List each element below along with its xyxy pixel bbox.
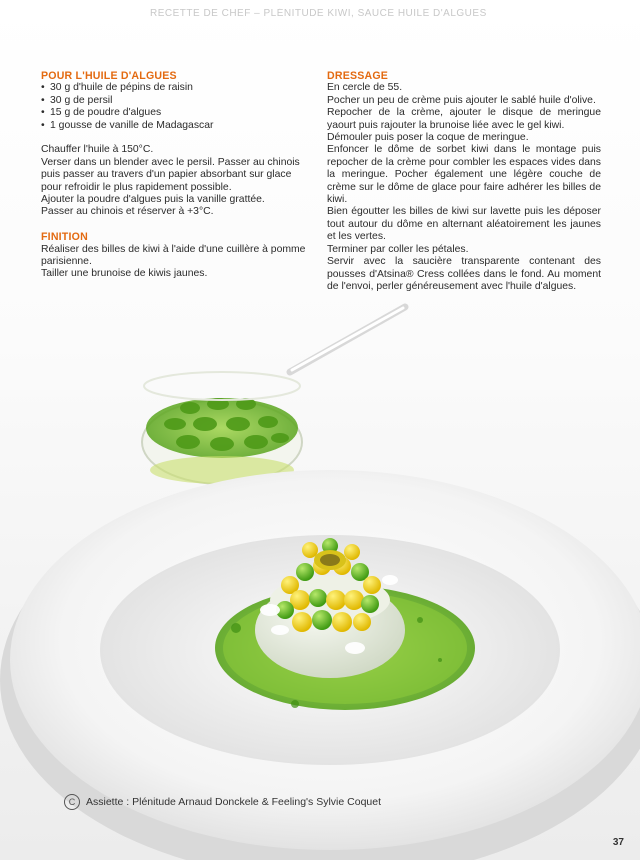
copyright-icon: C [64, 794, 80, 810]
ingredient-list [41, 82, 313, 132]
right-column [327, 70, 601, 293]
ingredient-item: • 1 gousse de vanille de Madagascar [41, 120, 313, 132]
dressage-line: Enfoncer le dôme de sorbet kiwi dans le montage puis repocher de la crème pour combler les espaces vides dans la meringue. Pocher également une légère couche de crème sur le dôme de glace pour faire adhérer les billes de kiwi. [327, 144, 601, 206]
step-text: Verser dans un blender avec le persil. Passer au chinois puis passer au travers d'un papier absorbant sur glace pour refroidir le plus rapidement possible. [41, 156, 300, 193]
dressage-line: Démouler puis poser la coque de meringue. [327, 132, 529, 144]
ingredient-item: • 30 g d'huile de pépins de raisin [41, 82, 313, 94]
step-text: Passer au chinois et réserver à +3°C. [41, 206, 214, 218]
ingredient-item: • 15 g de poudre d'algues [41, 107, 313, 119]
dressage-line: En cercle de 55. [327, 82, 403, 94]
section-title-dressage: DRESSAGE [327, 70, 389, 82]
left-column [41, 70, 313, 281]
ingredient-item: • 30 g de persil [41, 95, 313, 107]
step-text: Ajouter la poudre d'algues puis la vanille grattée. [41, 194, 265, 206]
section-title-huile: POUR L'HUILE D'ALGUES [41, 70, 177, 82]
step-text: Chauffer l'huile à 150°C. [41, 144, 154, 156]
page-number: 37 [612, 837, 624, 848]
dressage-line: Servir avec la saucière transparente contenant des pousses d'Atsina® Cress collées dans le fond. Au moment de l'envoi, perler généreusement avec l'huile d'algues. [327, 256, 601, 292]
dressage-line: Terminer par coller les pétales. [327, 243, 469, 255]
dressage-line: Bien égoutter les billes de kiwi sur lavette puis les déposer tout autour du dôme en alternant aléatoirement les jaunes et les vertes. [327, 206, 601, 243]
finition-text: Réaliser des billes de kiwi à l'aide d'une cuillère à pomme parisienne. [41, 243, 306, 268]
dressage-line: Pocher un peu de crème puis ajouter le sablé huile d'olive. [327, 94, 596, 106]
finition-text: Tailler une brunoise de kiwis jaunes. [41, 268, 208, 280]
dressage-line: Repocher de la crème, ajouter le disque de meringue yaourt puis rajouter la brunoise liée avec le gel kiwi. [327, 107, 601, 131]
section-title-finition: FINITION [41, 231, 88, 244]
photo-caption [64, 794, 381, 810]
top-ghost-text: RECETTE DE CHEF – PLÉNITUDE KIWI, SAUCE HUILE D'ALGUES [150, 8, 487, 19]
caption-text: Assiette : Plénitude Arnaud Donckele & Feeling's Sylvie Coquet [86, 796, 382, 808]
